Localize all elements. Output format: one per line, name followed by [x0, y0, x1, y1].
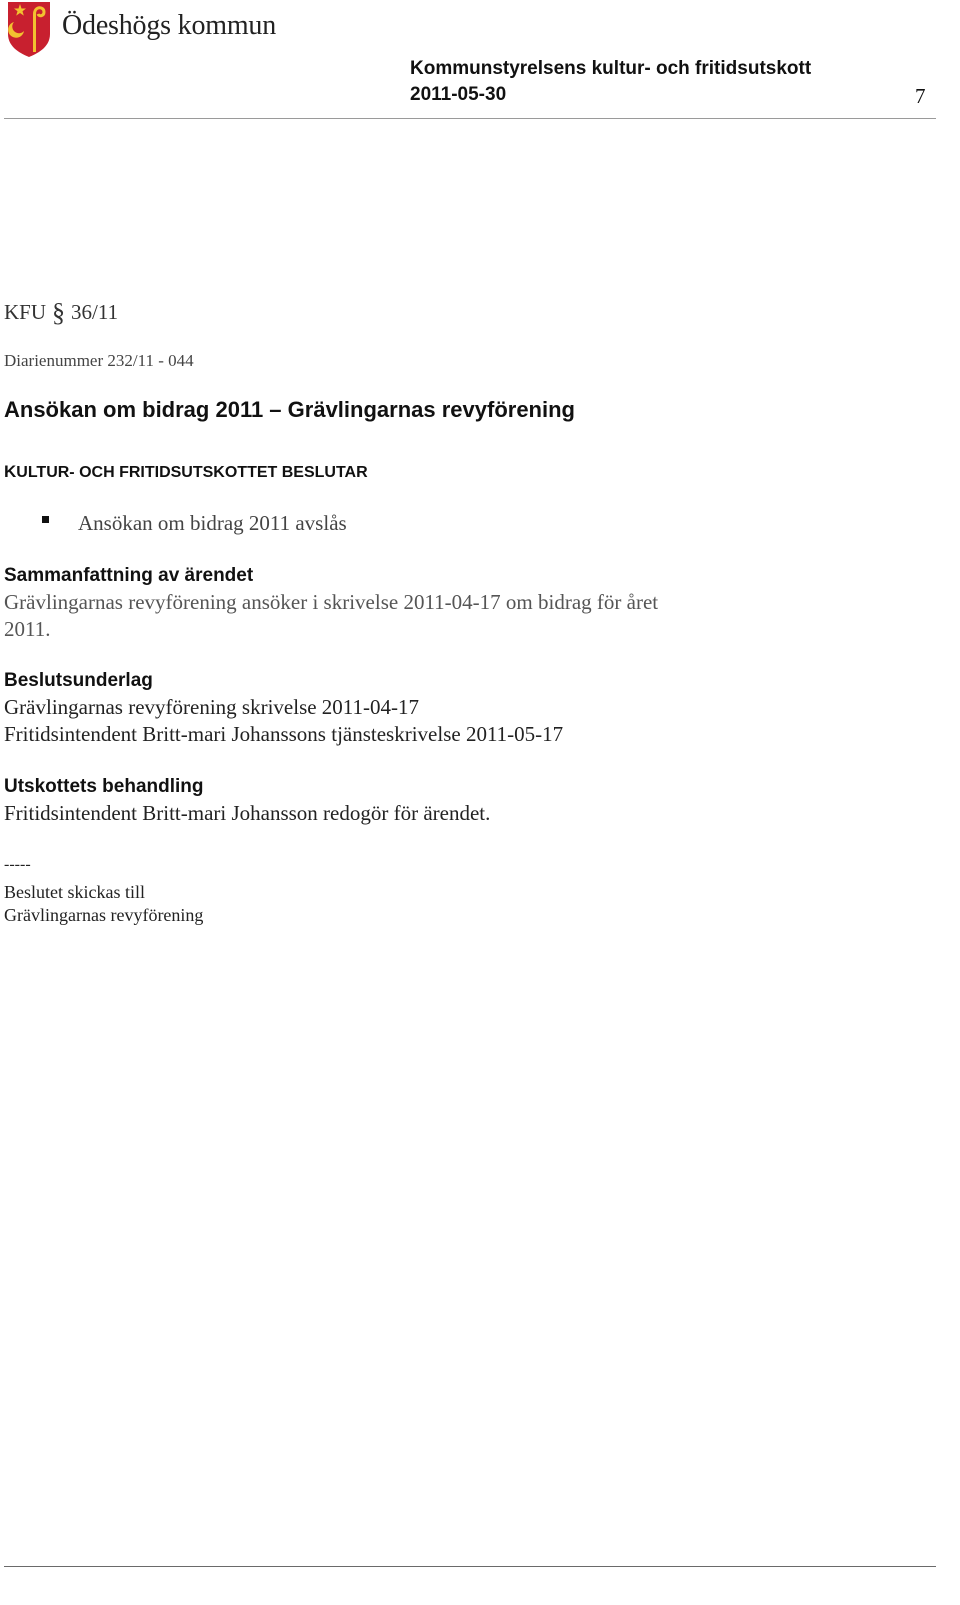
diary-number: Diarienummer 232/11 - 044 [4, 351, 194, 370]
municipal-coat-of-arms-icon [6, 0, 52, 58]
header-divider [4, 118, 936, 119]
bullet-icon [42, 516, 49, 523]
case-reference [4, 296, 118, 326]
page-number: 7 [915, 84, 926, 108]
decision-heading-rest: ULTUR- OCH FRITIDSUTSKOTTET BESLUTAR [16, 464, 368, 481]
document-title: Ansökan om bidrag 2011 – Grävlingarnas revyförening [4, 397, 575, 422]
basis-line: Fritidsintendent Britt-mari Johanssons tjänsteskrivelse 2011-05-17 [4, 722, 564, 746]
section-symbol: § [52, 298, 66, 327]
case-number: 36/11 [71, 300, 119, 324]
summary-line: Grävlingarnas revyförening ansöker i skrivelse 2011-04-17 om bidrag för året [4, 590, 659, 614]
meeting-date: 2011-05-30 [410, 84, 507, 105]
distribution-label: Beslutet skickas till [4, 882, 145, 902]
committee-name: Kommunstyrelsens kultur- och fritidsutskott [410, 58, 812, 79]
basis-line: Grävlingarnas revyförening skrivelse 2011-04-17 [4, 695, 420, 719]
handling-heading: Utskottets behandling [4, 776, 204, 797]
footer-divider [4, 1566, 936, 1567]
municipality-name: Ödeshögs kommun [62, 10, 277, 41]
basis-heading: Beslutsunderlag [4, 670, 153, 691]
decision-item: Ansökan om bidrag 2011 avslås [78, 511, 347, 535]
decision-heading [4, 462, 368, 482]
distribution-recipient: Grävlingarnas revyförening [4, 905, 204, 925]
case-prefix: KFU [4, 300, 47, 324]
handling-line: Fritidsintendent Britt-mari Johansson redogör för ärendet. [4, 801, 491, 825]
summary-line: 2011. [4, 617, 51, 641]
decision-heading-initial: K [4, 462, 17, 481]
distribution-divider: ----- [4, 856, 31, 873]
summary-heading: Sammanfattning av ärendet [4, 565, 254, 586]
